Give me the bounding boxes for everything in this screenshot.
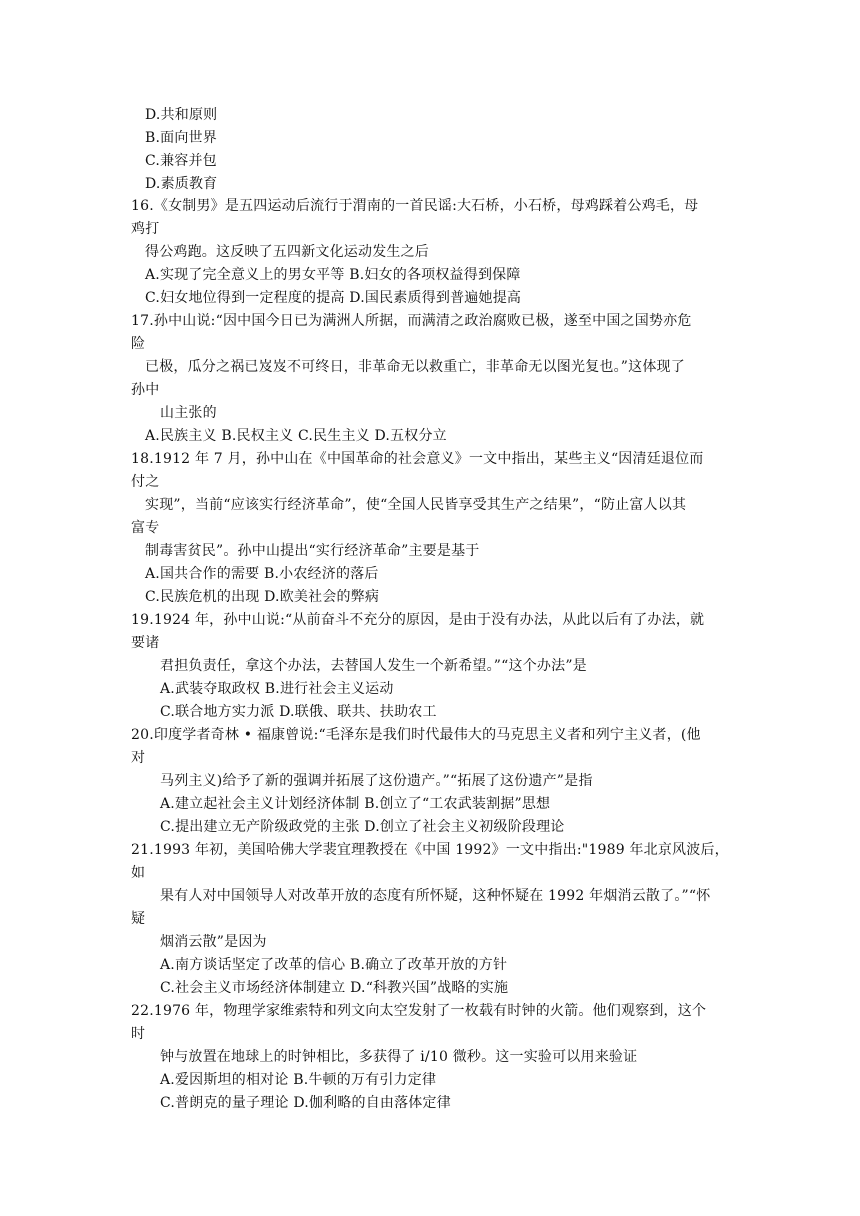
question-18-stem-wrap: 付之 (131, 474, 160, 490)
question-16-stem-wrap: 鸡打 (131, 221, 160, 237)
question-17-stem: 17.孙中山说:“因中国今日已为满洲人所据，而满清之政治腐败已极，遂至中国之国势亦危 (131, 313, 692, 329)
question-20-stem: 20.印度学者奇林 • 福康曾说:“毛泽东是我们时代最伟大的马克思主义者和列宁主义者，(他 (131, 727, 701, 743)
question-16-options-cd: C.妇女地位得到一定程度的提高 D.国民素质得到普遍她提高 (145, 290, 522, 306)
question-19-options-cd: C.联合地方实力派 D.联俄、联共、扶助农工 (160, 704, 437, 720)
option-line: C.兼容并包 (145, 153, 217, 169)
question-18-options-cd: C.民族危机的出现 D.欧美社会的弊病 (145, 589, 380, 605)
question-18-stem-wrap: 富专 (131, 520, 160, 536)
question-17-stem-wrap: 孙中 (131, 382, 160, 398)
question-18-options-ab: A.国共合作的需要 B.小农经济的落后 (145, 566, 379, 582)
question-20-options-ab: A.建立起社会主义计划经济体制 B.创立了“工农武装割据”思想 (160, 796, 551, 812)
question-20-stem-wrap: 对 (131, 750, 146, 766)
question-19-stem-wrap: 要诸 (131, 635, 160, 651)
question-21-options-ab: A.南方谈话坚定了改革的信心 B.确立了改革开放的方针 (160, 957, 508, 973)
question-16-stem: 16.《女制男》是五四运动后流行于渭南的一首民谣:大石桥，小石桥，母鸡踩着公鸡毛，母 (131, 198, 699, 214)
question-22-stem-cont: 钟与放置在地球上的时钟相比，多获得了 i/10 微秒。这一实验可以用来验证 (160, 1049, 638, 1065)
question-20-stem-cont: 马列主义)给予了新的强调并拓展了这份遗产。”“拓展了这份遗产”是指 (160, 773, 593, 789)
option-line: D.共和原则 (145, 107, 218, 123)
question-21-stem-cont: 烟消云散”是因为 (160, 934, 267, 950)
question-17-stem-wrap: 险 (131, 336, 146, 352)
question-22-options-cd: C.普朗克的量子理论 D.伽利略的自由落体定律 (160, 1095, 451, 1111)
question-20-options-cd: C.提出建立无产阶级政党的主张 D.创立了社会主义初级阶段理论 (160, 819, 565, 835)
question-21-stem-wrap: 如 (131, 865, 146, 881)
question-21-stem-cont: 果有人对中国领导人对改革开放的态度有所怀疑，这种怀疑在 1992 年烟消云散了。”“怀 (160, 888, 711, 904)
question-19-stem-cont: 君担负责任，拿这个办法，去替国人发生一个新希望。”“这个办法”是 (160, 658, 587, 674)
question-18-stem: 18.1912 年 7 月，孙中山在《中国革命的社会意义》一文中指出，某些主义“因清廷退位而 (131, 451, 704, 467)
question-19-stem: 19.1924 年，孙中山说:“从前奋斗不充分的原因，是由于没有办法，从此以后有了办法，就 (131, 612, 705, 628)
question-21-options-cd: C.社会主义市场经济体制建立 D.“科教兴国”战略的实施 (160, 980, 509, 996)
question-17-stem-cont: 山主张的 (160, 405, 217, 421)
question-17-stem-cont: 已极，瓜分之祸已岌岌不可终日，非革命无以救重亡，非革命无以图光复也。”这体现了 (145, 359, 685, 375)
question-22-stem: 22.1976 年，物理学家维索特和列文向太空发射了一枚载有时钟的火箭。他们观察到，这个 (131, 1003, 707, 1019)
option-line: D.素质教育 (145, 176, 218, 192)
question-18-stem-cont: 实现”，当前“应该实行经济革命”，使“全国人民皆享受其生产之结果”，“防止富人以其 (145, 497, 687, 513)
question-18-stem-cont: 制毒害贫民”。孙中山提出“实行经济革命”主要是基于 (145, 543, 480, 559)
question-21-stem-wrap: 疑 (131, 911, 146, 927)
question-17-options: A.民族主义 B.民权主义 C.民生主义 D.五权分立 (145, 428, 447, 444)
question-22-options-ab: A.爱因斯坦的相对论 B.牛顿的万有引力定律 (160, 1072, 437, 1088)
question-21-stem: 21.1993 年初，美国哈佛大学裴宜理教授在《中国 1992》一文中指出:"1989 年北京风波后， (131, 842, 729, 858)
question-16-options-ab: A.实现了完全意义上的男女平等 B.妇女的各项权益得到保障 (145, 267, 521, 283)
option-line: B.面向世界 (145, 130, 217, 146)
question-16-stem-cont: 得公鸡跑。这反映了五四新文化运动发生之后 (145, 244, 429, 260)
question-19-options-ab: A.武装夺取政权 B.进行社会主义运动 (160, 681, 394, 697)
question-22-stem-wrap: 时 (131, 1026, 146, 1042)
